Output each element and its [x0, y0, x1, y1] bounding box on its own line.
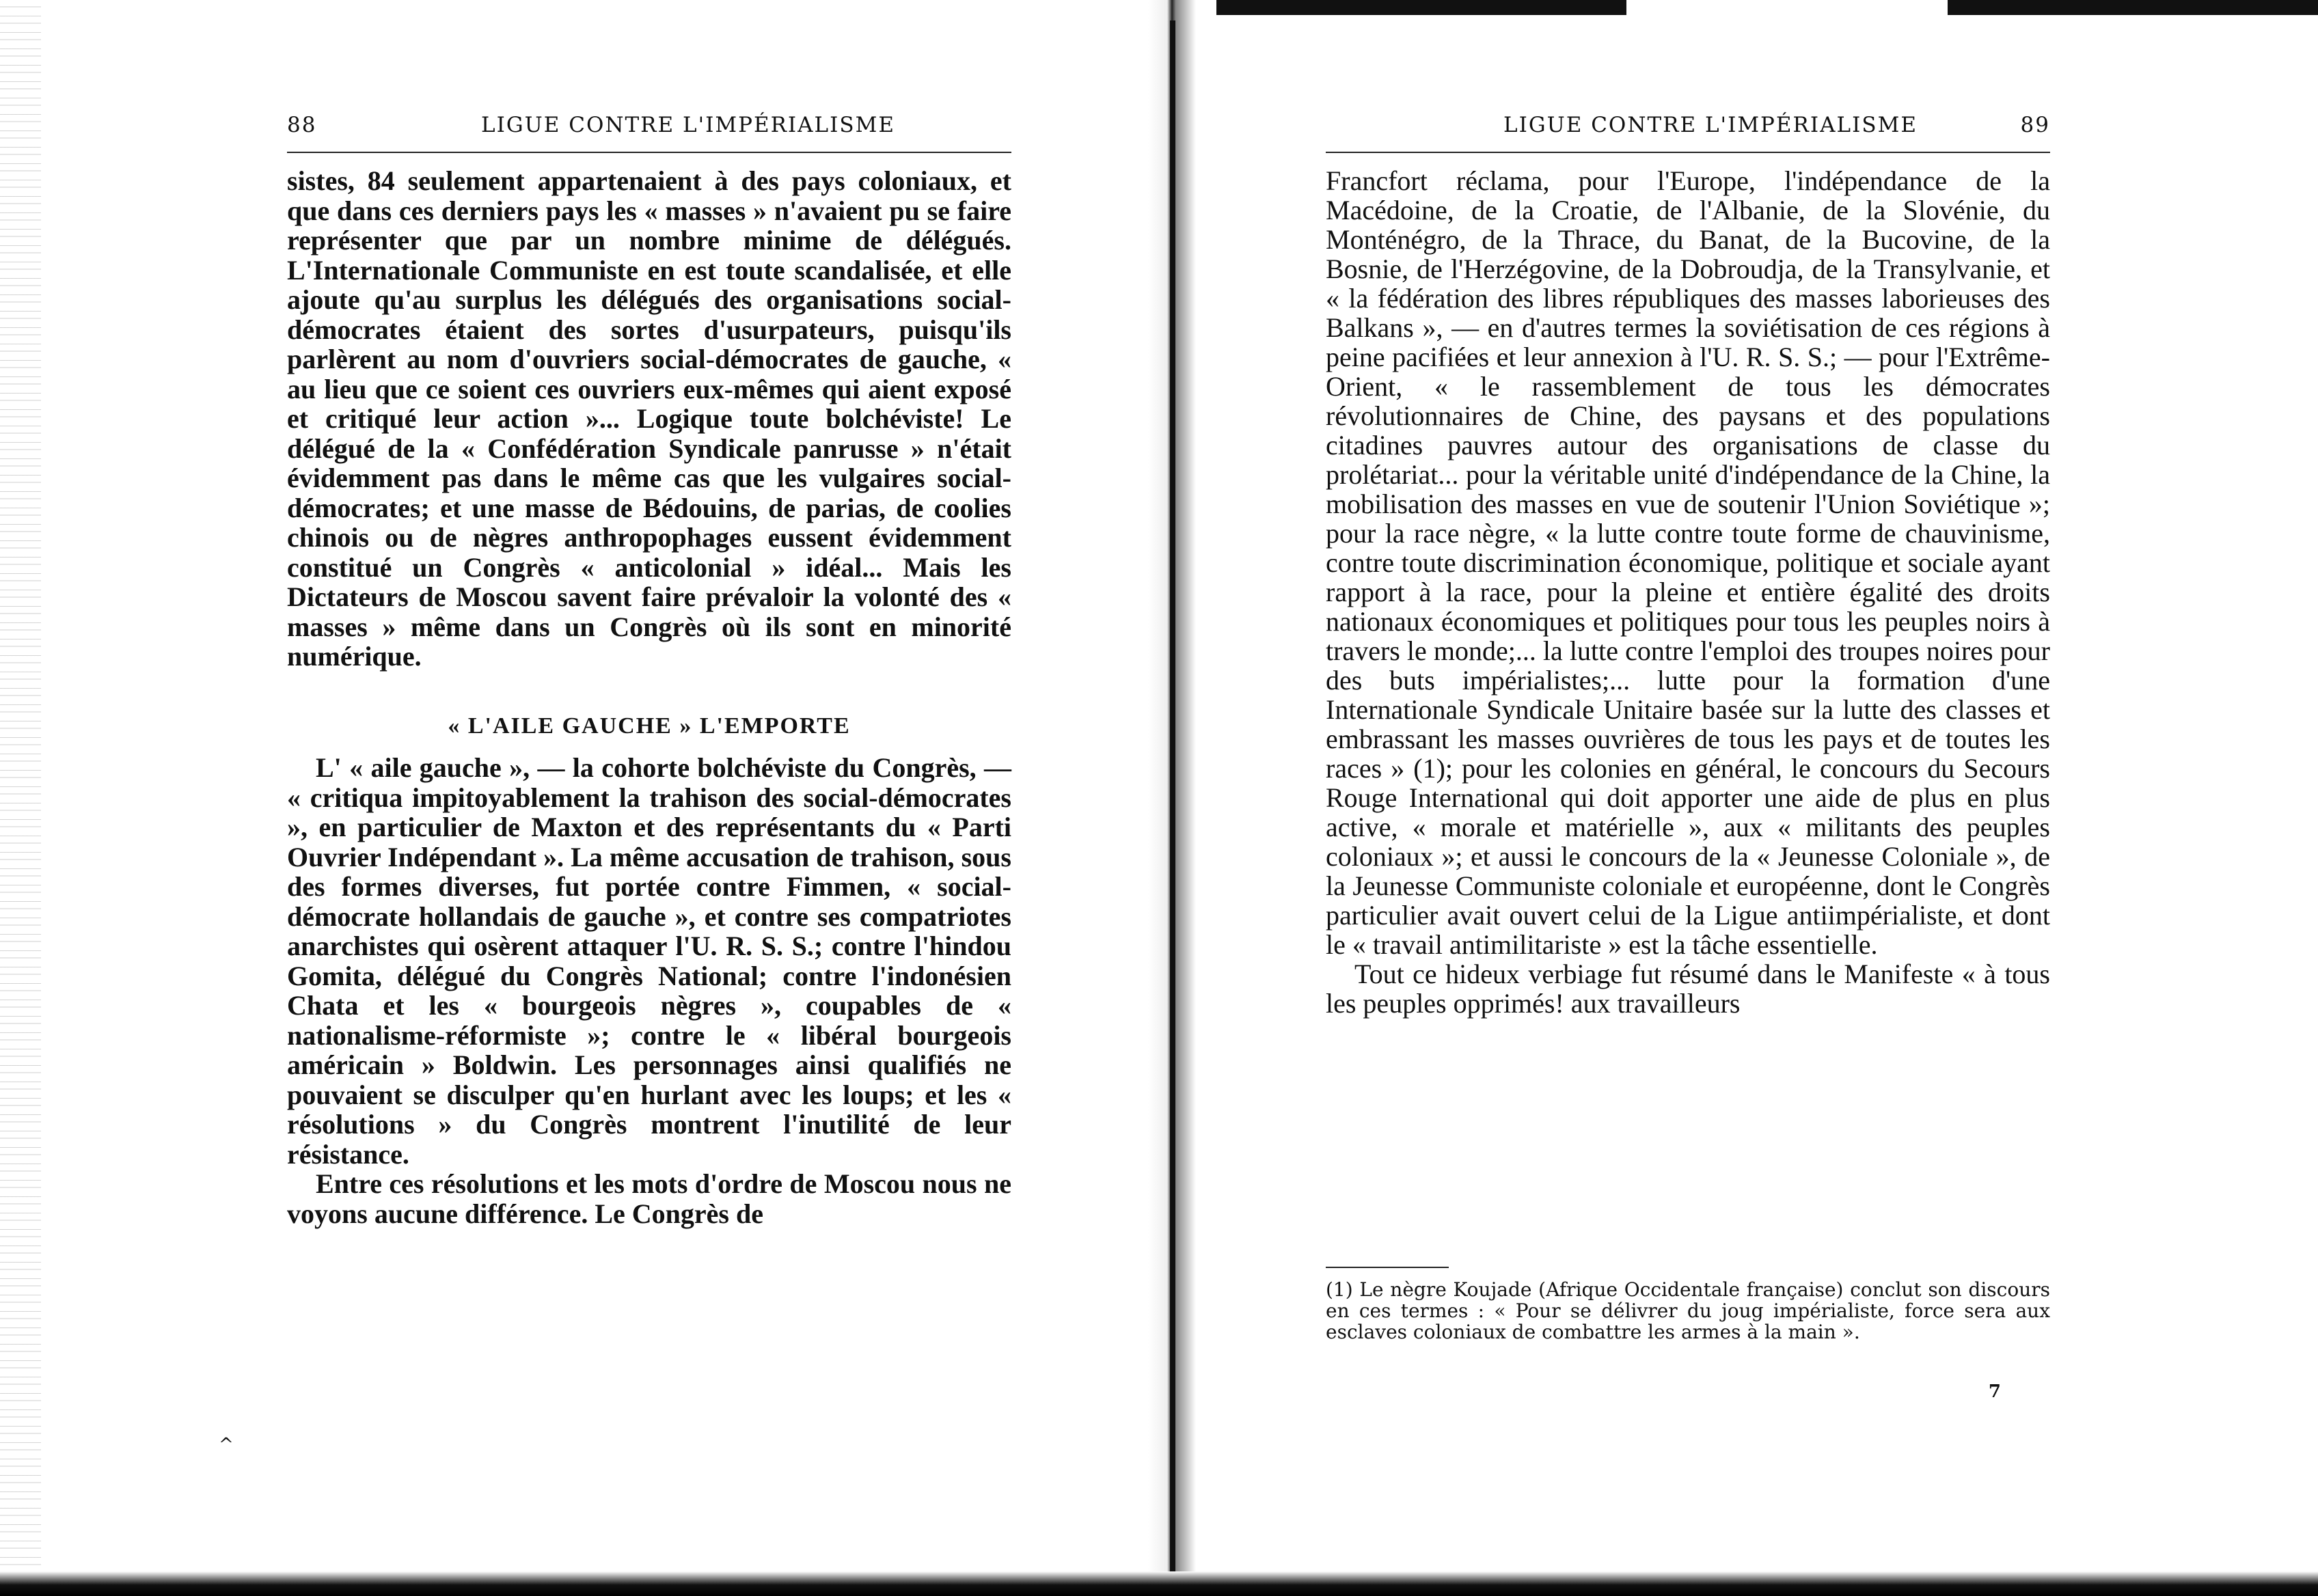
section-title: « L'AILE GAUCHE » L'EMPORTE: [448, 713, 851, 739]
gutter-shadow: [1170, 20, 1175, 1571]
right-paragraph-2: Tout ce hideux verbiage fut résumé dans le Manifeste « à tous les peuples opprimés! aux travailleurs: [1326, 959, 2050, 1019]
right-paragraph-1: Francfort réclama, pour l'Europe, l'indépendance de la Macédoine, de la Croatie, de l'Albanie, de la Slovénie, du Monténégro, de la Thrace, du Banat, de la Bucovine, de la Bosnie, de l'Herzégovine, de la Dobroudja, de la Transylvanie, et « la fédération des libres républiques des masses laborieuses des Balkans », — en d'autres termes la soviétisation de ces régions à peine pacifiées et leur annexion à l'U. R. S. S.; — pour l'Extrême-Orient, « le rassemblement de tous les démocrates révolutionnaires de Chine, des paysans et des populations citadines pauvres autour des organisations de classe du prolétariat... pour la véritable unité d'indépendance de la Chine, la mobilisation des masses en vue de soutenir l'Union Soviétique »; pour la race nègre, « la lutte contre toute forme de chauvinisme, contre toute discrimination économique, politique et sociale ayant rapport à la race, pour la pleine et entière égalité des droits nationaux économiques et politiques pour tous les peuples noirs à travers le monde;... la lutte contre l'emploi des troupes noires pour des buts impérialistes;... lutte pour la formation d'une Internationale Syndicale Unitaire basée sur la lutte des classes et embrassant les masses ouvrières de tous les pays et de toutes les races » (1); pour les colonies en général, le concours du Secours Rouge International qui doit apporter une aide de plus en plus active, « morale et matérielle », aux « militants des peuples coloniaux »; et aussi le concours de la « Jeunesse Coloniale », de la Jeunesse Communiste coloniale et européenne, dont le Congrès particulier avait ouvert celui de la Ligue antiimpérialiste, et dont le « travail antimilitariste » est la tâche essentielle.: [1326, 165, 2050, 960]
scan-margin-noise: [0, 0, 41, 1596]
left-paragraph-1: sistes, 84 seulement appartenaient à des pays coloniaux, et que dans ces derniers pays les « masses » n'avaient pu se faire représenter que par un nombre minime de délégués. L'Internationale Communiste en est toute scandalisée, et elle ajoute qu'au surplus les délégués des organisations social-démocrates étaient des sortes d'usurpateurs, puisqu'ils parlèrent au nom d'ouvriers social-démocrates de gauche, « au lieu que ce soient ces ouvriers eux-mêmes qui aient exposé et critiqué leur action »... Logique toute bolchéviste! Le délégué de la « Confédération Syndicale panrusse » n'était évidemment pas dans le même cas que les vulgaires social-démocrates; et une masse de Bédouins, de parias, de coolies chinois ou de nègres anthropophages eussent évidemment constitué un Congrès « anticolonial » idéal... Mais les Dictateurs de Moscou savent faire prévaloir la volonté des « masses » même dans un Congrès où ils sont en minorité numérique.: [287, 165, 1011, 672]
left-running-title: LIGUE CONTRE L'IMPÉRIALISME: [481, 113, 895, 137]
right-page: [1326, 0, 2050, 1596]
right-page-number: 89: [2020, 113, 2050, 137]
right-body: [1326, 166, 2050, 1018]
signature-mark: 7: [1988, 1381, 2001, 1402]
left-body: [287, 166, 1011, 1228]
right-head-rule: [1326, 152, 2050, 153]
stray-mark: ^: [219, 1435, 234, 1455]
left-paragraph-2: L' « aile gauche », — la cohorte bolchéviste du Congrès, — « critiqua impitoyablement la trahison des social-démocrates », en particulier de Maxton et des représentants du « Parti Ouvrier Indépendant ». La même accusation de trahison, sous des formes diverses, fut portée contre Fimmen, « social-démocrate hollandais de gauche », et contre ses compatriotes anarchistes qui osèrent attaquer l'U. R. S. S.; contre l'hindou Gomita, délégué du Congrès National; contre l'indonésien Chata et les « bourgeois nègres », coupables de « nationalisme-réformiste »; contre le « libéral bourgeois américain » Boldwin. Les personnages ainsi qualifiés ne pouvaient se disculper qu'en hurlant avec les loups; et les « résolutions » du Congrès montrent l'inutilité de leur résistance.: [287, 752, 1011, 1170]
footnote-rule: [1326, 1267, 1449, 1268]
left-head-rule: [287, 152, 1011, 153]
right-running-title: LIGUE CONTRE L'IMPÉRIALISME: [1503, 113, 1918, 137]
left-running-head: [287, 113, 1011, 137]
left-page: [219, 0, 1011, 1596]
left-page-number: 88: [287, 113, 317, 137]
right-running-head: [1326, 113, 2050, 137]
left-paragraph-3: Entre ces résolutions et les mots d'ordre de Moscou nous ne voyons aucune différence. Le Congrès de: [287, 1168, 1011, 1229]
footnote: (1) Le nègre Koujade (Afrique Occidentale française) conclut son discours en ces termes : « Pour se délivrer du joug impérialiste, force sera aux esclaves coloniaux de combattre les armes à la main ».: [1326, 1278, 2050, 1343]
